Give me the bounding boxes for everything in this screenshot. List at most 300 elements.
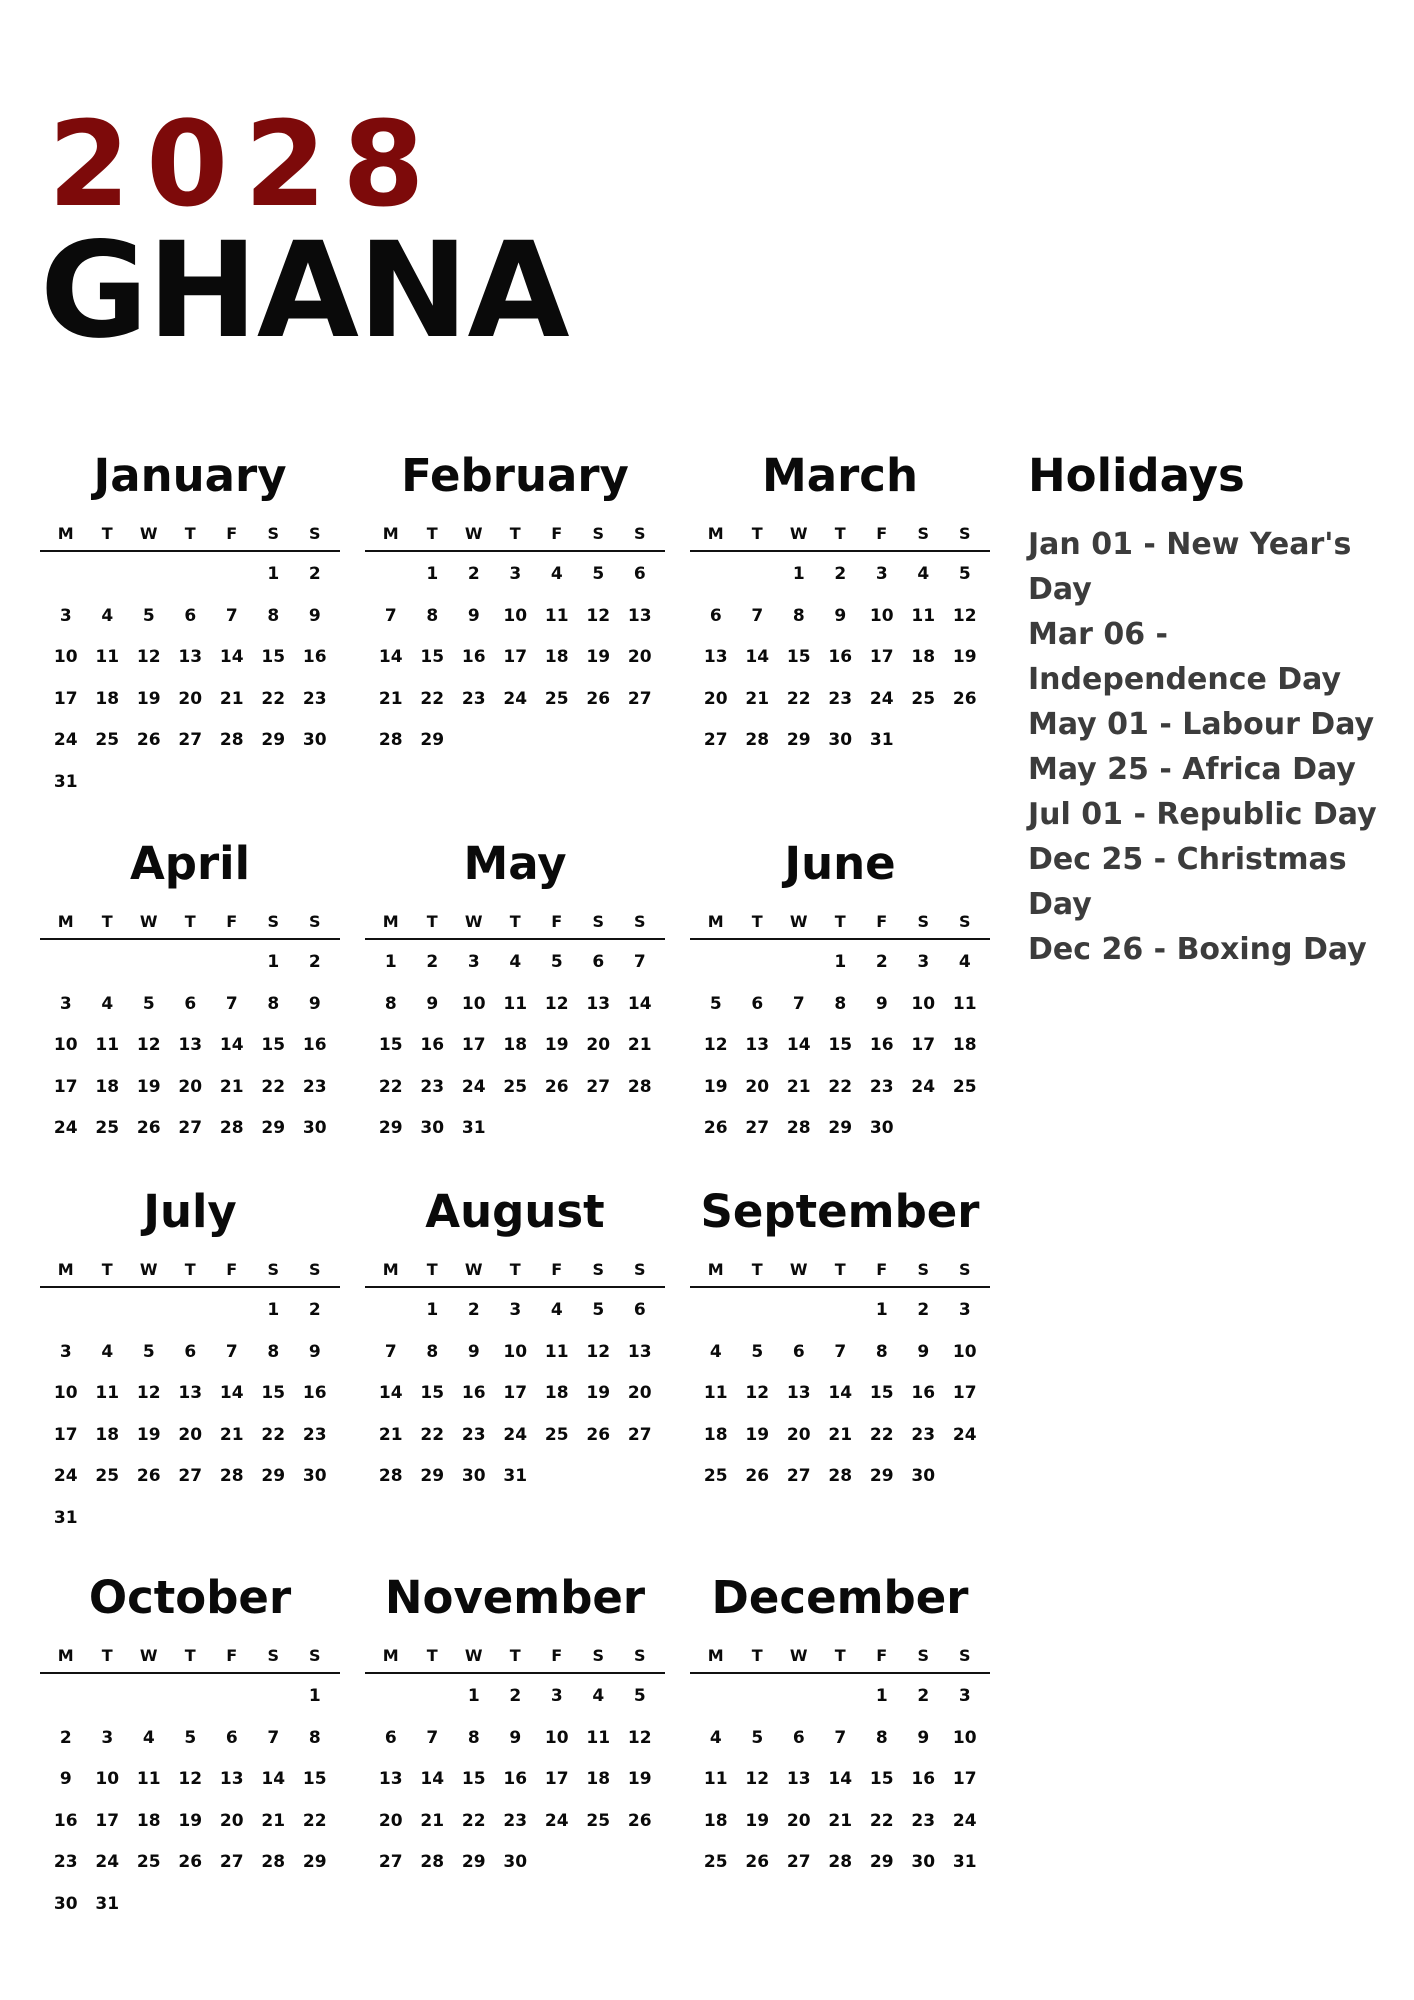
day-cell: 8	[267, 1341, 280, 1362]
weekday-label: S	[308, 1646, 321, 1665]
day-cell: 18	[703, 1810, 728, 1831]
day-cell: 22	[420, 1424, 445, 1445]
day-blank	[45, 554, 87, 596]
day-cell: 1	[467, 1686, 480, 1706]
day-cell: 6	[384, 1727, 397, 1748]
weekday-label: S	[633, 524, 646, 543]
holiday-item: Jan 01 - New Year's Day	[1028, 527, 1352, 607]
day-cell: 31	[53, 1507, 78, 1528]
month-june	[690, 836, 990, 1150]
day-cell: 21	[261, 1810, 286, 1831]
day-cell: 7	[792, 993, 805, 1014]
day-cell: 21	[420, 1810, 445, 1831]
day-cell: 7	[267, 1727, 280, 1748]
weekday-label: W	[139, 1646, 158, 1665]
day-cell: 25	[95, 1466, 120, 1486]
day-cell: 2	[467, 564, 480, 584]
weekday-label: S	[592, 912, 605, 931]
day-cell: 13	[178, 647, 203, 667]
day-blank	[370, 1676, 412, 1718]
day-cell: 21	[219, 1424, 244, 1445]
weekday-label: M	[707, 524, 724, 543]
day-cell: 30	[911, 1852, 936, 1872]
weekday-label: T	[101, 912, 113, 931]
day-cell: 13	[745, 1035, 770, 1055]
day-cell: 17	[95, 1810, 120, 1831]
day-cell: 19	[178, 1810, 203, 1831]
day-cell: 5	[184, 1727, 197, 1748]
day-cell: 17	[53, 688, 78, 709]
day-cell: 25	[952, 1076, 977, 1097]
day-cell: 25	[703, 1466, 728, 1486]
day-cell: 12	[178, 1769, 203, 1789]
day-blank	[370, 1290, 412, 1332]
weekday-label: M	[57, 524, 74, 543]
weekday-label: S	[917, 1646, 930, 1665]
day-cell: 20	[219, 1810, 244, 1831]
day-cell: 20	[627, 1383, 652, 1403]
weekday-label: S	[958, 1646, 971, 1665]
day-cell: 29	[261, 730, 286, 750]
day-cell: 1	[875, 1686, 888, 1706]
day-grid	[365, 1676, 665, 1884]
day-cell: 5	[550, 952, 563, 972]
day-grid	[690, 1676, 990, 1884]
weekday-label: W	[789, 912, 808, 931]
day-blank	[695, 554, 737, 596]
day-cell: 5	[958, 564, 971, 584]
day-cell: 19	[745, 1810, 770, 1831]
day-cell: 18	[95, 1076, 120, 1097]
day-cell: 12	[745, 1383, 770, 1403]
day-blank	[128, 942, 170, 984]
day-cell: 16	[53, 1810, 78, 1831]
day-cell: 18	[503, 1035, 528, 1055]
day-cell: 18	[544, 1383, 569, 1403]
weekday-label: M	[382, 524, 399, 543]
day-cell: 8	[267, 605, 280, 626]
day-cell: 4	[550, 1300, 563, 1320]
month-name: July	[143, 1185, 237, 1238]
day-cell: 15	[869, 1383, 894, 1403]
day-cell: 23	[53, 1852, 78, 1872]
weekday-label: F	[226, 912, 238, 931]
month-october	[40, 1570, 340, 1925]
weekday-header	[365, 910, 665, 940]
weekday-label: W	[464, 1260, 483, 1279]
day-cell: 7	[834, 1727, 847, 1748]
day-cell: 9	[834, 605, 847, 626]
day-blank	[737, 1290, 779, 1332]
day-cell: 8	[384, 993, 397, 1014]
day-blank	[128, 554, 170, 596]
day-cell: 15	[869, 1769, 894, 1789]
day-cell: 12	[586, 605, 611, 626]
weekday-label: S	[633, 1260, 646, 1279]
month-november	[365, 1570, 665, 1884]
day-cell: 28	[828, 1852, 853, 1872]
day-cell: 20	[178, 1424, 203, 1445]
day-cell: 20	[703, 688, 728, 709]
day-cell: 15	[461, 1769, 486, 1789]
day-cell: 23	[302, 688, 327, 709]
weekday-label: W	[789, 524, 808, 543]
day-cell: 24	[952, 1810, 977, 1831]
day-cell: 1	[384, 952, 397, 972]
weekday-label: T	[101, 1646, 113, 1665]
day-cell: 28	[219, 1466, 244, 1486]
day-cell: 12	[703, 1035, 728, 1055]
day-cell: 5	[633, 1686, 646, 1706]
day-cell: 3	[59, 993, 72, 1014]
weekday-header	[690, 910, 990, 940]
day-cell: 12	[745, 1769, 770, 1789]
day-cell: 26	[952, 688, 977, 709]
day-cell: 29	[261, 1466, 286, 1486]
day-cell: 16	[828, 647, 853, 667]
day-cell: 4	[101, 993, 114, 1014]
weekday-label: S	[308, 1260, 321, 1279]
day-cell: 19	[136, 1424, 161, 1445]
day-cell: 25	[136, 1852, 161, 1872]
weekday-label: T	[184, 912, 196, 931]
weekday-label: T	[184, 524, 196, 543]
day-cell: 7	[834, 1341, 847, 1362]
day-cell: 29	[869, 1852, 894, 1872]
day-blank	[170, 1676, 212, 1718]
day-cell: 18	[95, 688, 120, 709]
weekday-label: F	[551, 1260, 563, 1279]
day-cell: 11	[911, 605, 936, 626]
weekday-label: T	[751, 524, 763, 543]
day-cell: 9	[509, 1727, 522, 1748]
day-cell: 4	[709, 1727, 722, 1748]
day-cell: 24	[461, 1076, 486, 1097]
day-cell: 29	[786, 730, 811, 750]
day-cell: 30	[420, 1118, 445, 1138]
day-cell: 21	[378, 688, 403, 709]
day-cell: 25	[544, 688, 569, 709]
day-cell: 17	[53, 1424, 78, 1445]
day-cell: 2	[834, 564, 847, 584]
day-blank	[253, 1676, 295, 1718]
day-cell: 22	[261, 688, 286, 709]
day-cell: 24	[503, 1424, 528, 1445]
day-cell: 21	[378, 1424, 403, 1445]
day-cell: 1	[267, 952, 280, 972]
weekday-label: T	[509, 524, 521, 543]
day-cell: 24	[911, 1076, 936, 1097]
day-cell: 19	[586, 647, 611, 667]
day-blank	[370, 554, 412, 596]
weekday-label: T	[184, 1646, 196, 1665]
day-cell: 25	[544, 1424, 569, 1445]
day-blank	[87, 554, 129, 596]
day-cell: 28	[420, 1852, 445, 1872]
day-cell: 10	[952, 1727, 977, 1748]
day-cell: 14	[420, 1769, 445, 1789]
day-cell: 17	[503, 647, 528, 667]
day-cell: 16	[302, 1383, 327, 1403]
weekday-label: F	[226, 1260, 238, 1279]
day-cell: 11	[703, 1383, 728, 1403]
weekday-header	[365, 1644, 665, 1674]
day-blank	[695, 1290, 737, 1332]
month-april	[40, 836, 340, 1150]
day-grid	[40, 554, 340, 803]
day-blank	[170, 554, 212, 596]
month-may	[365, 836, 665, 1150]
day-cell: 13	[786, 1383, 811, 1403]
day-cell: 13	[627, 605, 652, 626]
weekday-label: W	[464, 524, 483, 543]
day-grid	[690, 942, 990, 1150]
day-cell: 4	[550, 564, 563, 584]
day-cell: 19	[586, 1383, 611, 1403]
day-cell: 26	[586, 688, 611, 709]
weekday-label: T	[101, 1260, 113, 1279]
day-cell: 27	[378, 1852, 403, 1872]
day-blank	[211, 1290, 253, 1332]
day-cell: 4	[592, 1686, 605, 1706]
day-cell: 9	[426, 993, 439, 1014]
day-cell: 1	[875, 1300, 888, 1320]
day-blank	[820, 1290, 862, 1332]
day-cell: 16	[461, 647, 486, 667]
day-cell: 13	[219, 1769, 244, 1789]
weekday-label: S	[592, 524, 605, 543]
day-cell: 30	[869, 1118, 894, 1138]
day-cell: 8	[834, 993, 847, 1014]
day-cell: 18	[952, 1035, 977, 1055]
day-cell: 26	[136, 1118, 161, 1138]
month-name: May	[463, 837, 567, 890]
day-cell: 2	[509, 1686, 522, 1706]
day-cell: 21	[786, 1076, 811, 1097]
month-august	[365, 1184, 665, 1498]
day-cell: 9	[59, 1769, 72, 1789]
day-cell: 29	[828, 1118, 853, 1138]
day-cell: 13	[703, 647, 728, 667]
day-cell: 8	[267, 993, 280, 1014]
day-cell: 24	[952, 1424, 977, 1445]
day-grid	[40, 942, 340, 1150]
weekday-label: F	[876, 1646, 888, 1665]
day-cell: 29	[420, 730, 445, 750]
day-cell: 14	[261, 1769, 286, 1789]
day-cell: 7	[225, 605, 238, 626]
month-march	[690, 448, 990, 762]
day-cell: 26	[544, 1076, 569, 1097]
day-cell: 29	[461, 1852, 486, 1872]
weekday-label: S	[917, 1260, 930, 1279]
day-cell: 22	[261, 1424, 286, 1445]
weekday-label: W	[139, 524, 158, 543]
day-blank	[412, 1676, 454, 1718]
day-cell: 3	[59, 1341, 72, 1362]
month-name: February	[401, 449, 629, 502]
day-cell: 1	[426, 564, 439, 584]
day-cell: 31	[461, 1118, 486, 1138]
weekday-label: T	[834, 1646, 846, 1665]
day-cell: 25	[911, 688, 936, 709]
day-cell: 4	[101, 1341, 114, 1362]
day-cell: 25	[703, 1852, 728, 1872]
day-cell: 6	[225, 1727, 238, 1748]
day-cell: 7	[225, 993, 238, 1014]
day-cell: 10	[53, 1035, 78, 1055]
weekday-header	[690, 1258, 990, 1288]
weekday-label: M	[57, 1646, 74, 1665]
day-cell: 10	[869, 605, 894, 626]
day-grid	[690, 554, 990, 762]
day-blank	[45, 942, 87, 984]
day-cell: 5	[751, 1727, 764, 1748]
day-blank	[170, 1290, 212, 1332]
day-cell: 28	[219, 730, 244, 750]
day-cell: 20	[627, 647, 652, 667]
day-cell: 18	[911, 647, 936, 667]
day-cell: 28	[745, 730, 770, 750]
day-grid	[365, 942, 665, 1150]
day-cell: 23	[420, 1076, 445, 1097]
day-cell: 22	[461, 1810, 486, 1831]
day-cell: 4	[917, 564, 930, 584]
day-cell: 17	[461, 1035, 486, 1055]
weekday-label: S	[958, 524, 971, 543]
day-cell: 8	[467, 1727, 480, 1748]
day-cell: 15	[261, 1383, 286, 1403]
holiday-item: Mar 06 - Independence Day	[1028, 617, 1342, 697]
day-cell: 18	[703, 1424, 728, 1445]
day-blank	[128, 1676, 170, 1718]
weekday-label: M	[707, 912, 724, 931]
day-cell: 20	[178, 688, 203, 709]
day-cell: 20	[786, 1424, 811, 1445]
day-cell: 21	[219, 1076, 244, 1097]
weekday-header	[365, 1258, 665, 1288]
country-title: GHANA	[40, 214, 569, 368]
day-grid	[365, 1290, 665, 1498]
day-cell: 3	[550, 1686, 563, 1706]
day-cell: 9	[467, 1341, 480, 1362]
month-february	[365, 448, 665, 762]
day-blank	[87, 1290, 129, 1332]
month-name: March	[761, 449, 919, 502]
weekday-label: S	[308, 524, 321, 543]
day-cell: 15	[828, 1035, 853, 1055]
weekday-label: T	[509, 912, 521, 931]
day-cell: 28	[627, 1076, 652, 1097]
day-cell: 20	[178, 1076, 203, 1097]
weekday-label: F	[551, 524, 563, 543]
day-cell: 4	[101, 605, 114, 626]
day-cell: 12	[627, 1727, 652, 1748]
day-cell: 3	[958, 1300, 971, 1320]
weekday-header	[690, 1644, 990, 1674]
day-cell: 24	[869, 688, 894, 709]
day-cell: 14	[219, 647, 244, 667]
day-blank	[128, 1290, 170, 1332]
day-cell: 22	[828, 1076, 853, 1097]
weekday-label: S	[592, 1646, 605, 1665]
day-cell: 3	[467, 952, 480, 972]
day-cell: 12	[544, 993, 569, 1014]
day-cell: 9	[308, 1341, 321, 1362]
day-cell: 1	[834, 952, 847, 972]
day-cell: 15	[786, 647, 811, 667]
day-cell: 23	[302, 1424, 327, 1445]
day-cell: 27	[786, 1852, 811, 1872]
month-name: December	[711, 1571, 969, 1624]
day-blank	[820, 1676, 862, 1718]
weekday-label: S	[633, 1646, 646, 1665]
day-cell: 26	[586, 1424, 611, 1445]
day-cell: 13	[378, 1769, 403, 1789]
day-cell: 28	[261, 1852, 286, 1872]
day-cell: 19	[952, 647, 977, 667]
day-cell: 16	[302, 647, 327, 667]
day-cell: 15	[420, 1383, 445, 1403]
day-cell: 11	[95, 647, 120, 667]
day-cell: 21	[219, 688, 244, 709]
day-cell: 29	[261, 1118, 286, 1138]
day-cell: 17	[544, 1769, 569, 1789]
day-cell: 26	[136, 730, 161, 750]
day-cell: 23	[461, 1424, 486, 1445]
day-cell: 11	[544, 605, 569, 626]
day-cell: 27	[703, 730, 728, 750]
weekday-label: W	[464, 912, 483, 931]
day-cell: 18	[95, 1424, 120, 1445]
day-cell: 28	[378, 1466, 403, 1486]
weekday-label: S	[958, 1260, 971, 1279]
day-cell: 28	[786, 1118, 811, 1138]
day-blank	[170, 942, 212, 984]
day-cell: 27	[219, 1852, 244, 1872]
weekday-label: S	[592, 1260, 605, 1279]
weekday-label: T	[751, 912, 763, 931]
day-cell: 24	[503, 688, 528, 709]
day-cell: 6	[592, 952, 605, 972]
day-grid	[690, 1290, 990, 1498]
weekday-header	[40, 1258, 340, 1288]
weekday-label: T	[751, 1646, 763, 1665]
weekday-label: F	[876, 1260, 888, 1279]
day-cell: 30	[503, 1852, 528, 1872]
day-cell: 3	[101, 1727, 114, 1748]
day-cell: 29	[378, 1118, 403, 1138]
day-cell: 14	[378, 1383, 403, 1403]
weekday-label: S	[633, 912, 646, 931]
day-cell: 26	[745, 1852, 770, 1872]
month-name: January	[93, 449, 287, 502]
weekday-label: S	[917, 912, 930, 931]
weekday-label: T	[509, 1646, 521, 1665]
day-cell: 7	[751, 605, 764, 626]
day-cell: 9	[467, 605, 480, 626]
day-blank	[695, 1676, 737, 1718]
day-cell: 22	[420, 688, 445, 709]
day-cell: 5	[142, 993, 155, 1014]
day-cell: 11	[544, 1341, 569, 1362]
day-cell: 2	[308, 1300, 321, 1320]
day-cell: 5	[142, 1341, 155, 1362]
day-cell: 16	[911, 1769, 936, 1789]
weekday-label: F	[551, 912, 563, 931]
weekday-header	[40, 910, 340, 940]
day-cell: 28	[219, 1118, 244, 1138]
